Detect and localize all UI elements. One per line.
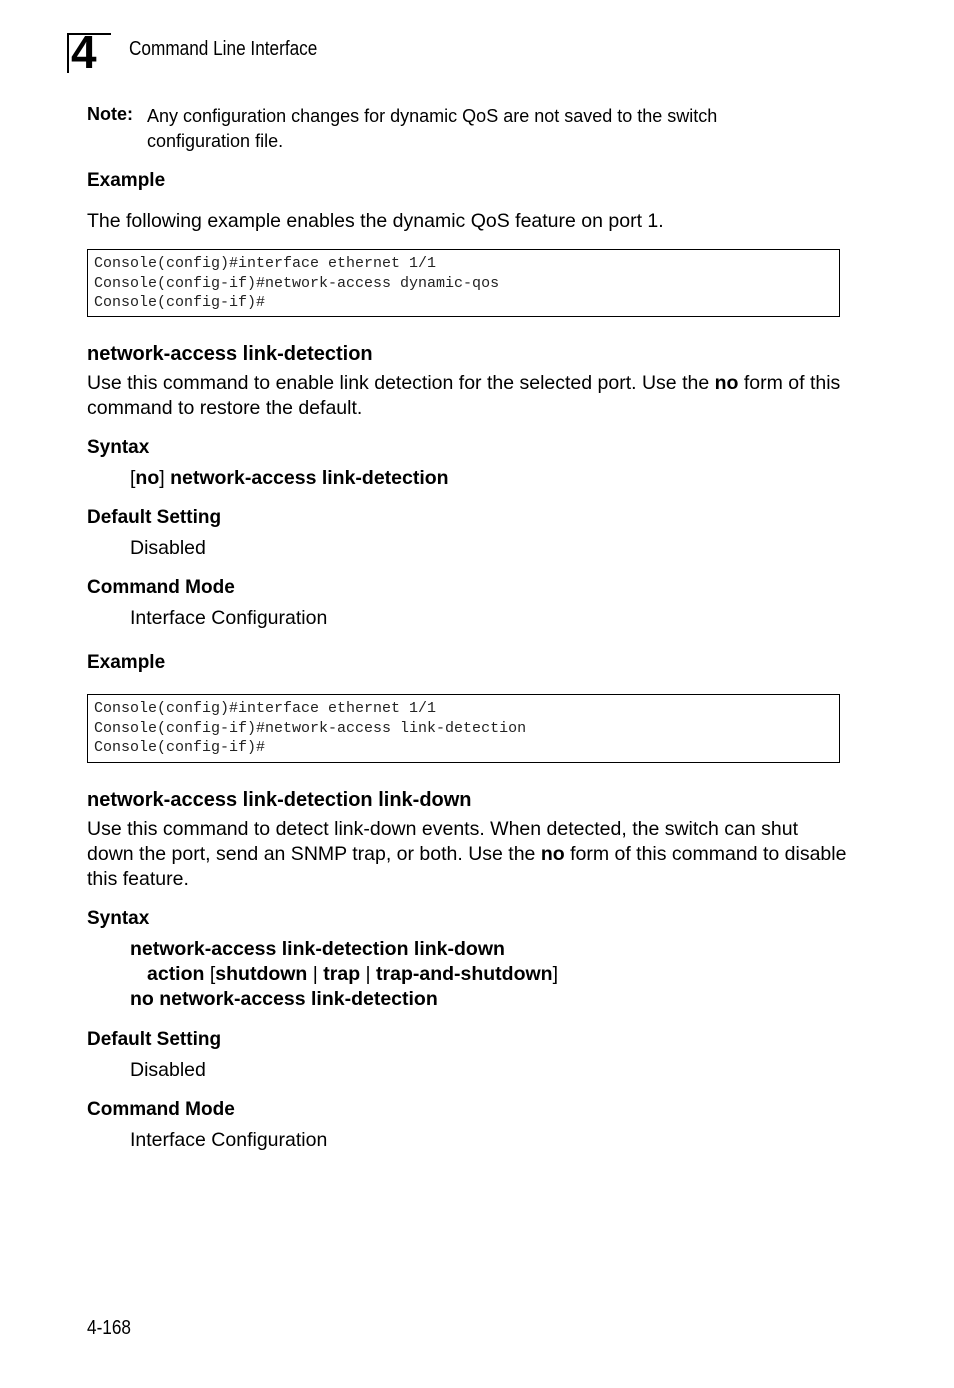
- syntax-text: [no] network-access link-detection: [130, 467, 449, 489]
- code-line: Console(config)#interface ethernet 1/1: [94, 700, 437, 717]
- example-intro: The following example enables the dynamic QoS feature on port 1.: [87, 210, 664, 232]
- command-mode-heading: Command Mode: [87, 1099, 235, 1120]
- command-title: network-access link-detection link-down: [87, 789, 472, 811]
- note-text: Any configuration changes for dynamic QoS are not saved to the switch configuration file.: [147, 106, 718, 151]
- command-title: network-access link-detection: [87, 343, 373, 365]
- command-description: Use this command to enable link detection for the selected port. Use the no form of this command to restore the default.: [87, 372, 841, 419]
- example-heading: Example: [87, 170, 166, 191]
- command-mode-value: Interface Configuration: [130, 1129, 328, 1151]
- default-setting-value: Disabled: [130, 537, 206, 559]
- chapter-number: 4: [71, 26, 97, 78]
- syntax-heading: Syntax: [87, 908, 150, 929]
- code-line: Console(config-if)#network-access dynamic-qos: [94, 274, 500, 292]
- code-line: Console(config-if)#: [94, 294, 266, 311]
- chapter-number-box: [67, 26, 111, 78]
- default-setting-heading: Default Setting: [87, 1029, 222, 1050]
- code-line: Console(config-if)#network-access link-detection: [94, 719, 527, 737]
- page-number: 4-168: [87, 1317, 131, 1339]
- code-block: [87, 249, 840, 317]
- running-header-title: Command Line Interface: [129, 38, 318, 60]
- syntax-text: network-access link-detection link-down action [shutdown | trap | trap-and-shutdown] no network-access link-detection: [130, 938, 558, 1010]
- default-setting-heading: Default Setting: [87, 507, 222, 528]
- command-description: Use this command to detect link-down events. When detected, the switch can shut down the port, send an SNMP trap, or both. Use the no form of this command to disable this feature.: [87, 818, 847, 890]
- syntax-heading: Syntax: [87, 437, 150, 458]
- command-mode-value: Interface Configuration: [130, 607, 328, 629]
- code-block: [87, 694, 840, 763]
- code-line: Console(config-if)#: [94, 739, 266, 756]
- code-line: Console(config)#interface ethernet 1/1: [94, 255, 437, 272]
- example-heading: Example: [87, 652, 166, 673]
- default-setting-value: Disabled: [130, 1059, 206, 1081]
- note-label: Note:: [87, 104, 133, 124]
- command-mode-heading: Command Mode: [87, 577, 235, 598]
